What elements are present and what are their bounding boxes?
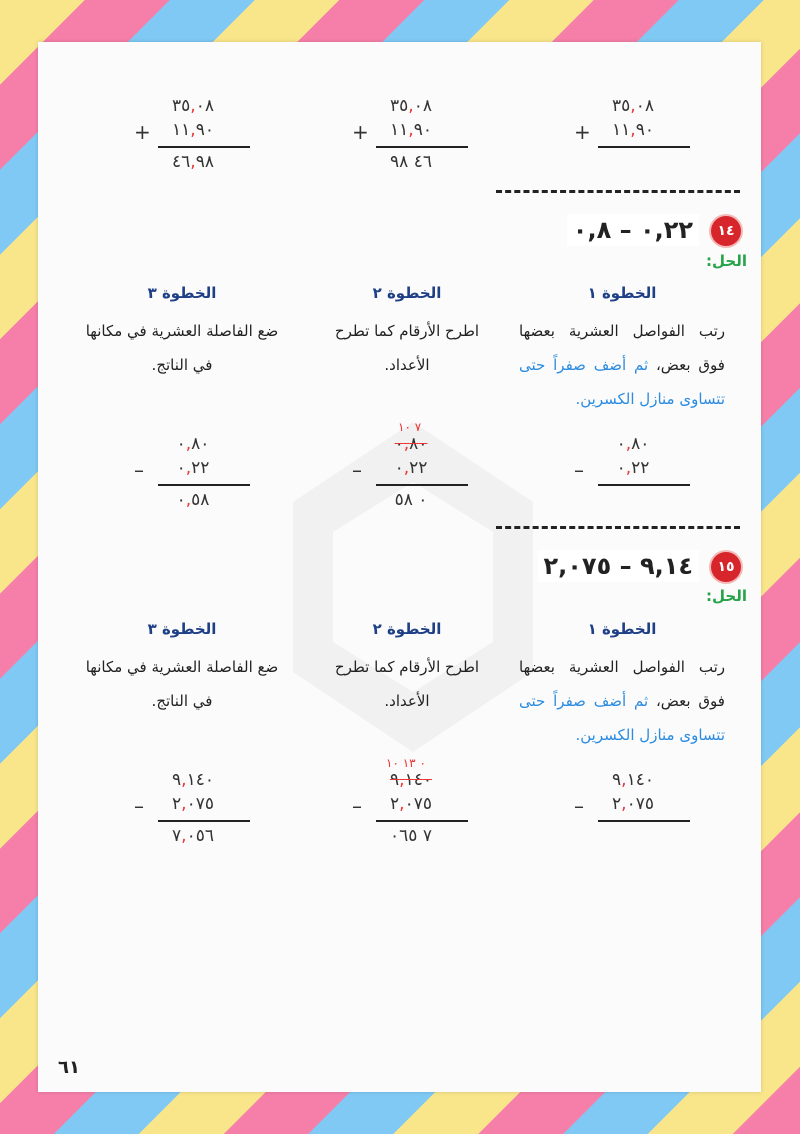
calc-operand-b: ٢,٠٧٥ [172, 794, 214, 814]
calc-step2 [352, 420, 466, 514]
step-text: ضع الفاصلة العشرية في مكانها في الناتج. [85, 658, 279, 710]
calc-operand-a: ٩,١٤٠ [612, 770, 654, 790]
step-column-1 [519, 282, 725, 416]
borrow-digits: ٠ ١٣ ١٠ [386, 756, 426, 770]
calc-rule [158, 484, 250, 486]
calc-operand-a: ٣٥,٠٨ [390, 96, 432, 116]
borrow-digits: ٧ ١٠ [398, 420, 422, 434]
problem-expression: ٠,٢٢ – ٠,٨ [567, 214, 699, 246]
step-title: الخطوة ٢ [372, 284, 442, 302]
step-text: اطرح الأرقام كما تطرح الأعداد. [334, 658, 480, 710]
step-text: ضع الفاصلة العشرية في مكانها في الناتج. [85, 322, 279, 374]
calc-operand-a: ٩,١٤٠ [172, 770, 214, 790]
step-column-2 [325, 282, 489, 382]
calc-result: ٠,٥٨ [176, 490, 210, 510]
calc-operand-a: ٠,٨٠ [176, 434, 210, 454]
step-text: اطرح الأرقام كما تطرح الأعداد. [334, 322, 480, 374]
calc-rule [376, 146, 468, 148]
plus-sign: + [574, 120, 594, 144]
solution-label: الحل: [706, 587, 747, 605]
calc-step1 [574, 434, 688, 490]
page-number: ٦١ [58, 1057, 80, 1078]
minus-sign: – [352, 794, 365, 818]
calc-rule [598, 484, 690, 486]
calc-rule [158, 820, 250, 822]
calc-rule [376, 820, 468, 822]
step-title: الخطوة ١ [587, 284, 657, 302]
calc-operand-a: ٠,٨٠ [394, 434, 428, 454]
step-column-3 [77, 282, 287, 382]
minus-sign: – [134, 794, 147, 818]
plus-sign: + [352, 120, 372, 144]
calc-operand-b: ٠,٢٢ [176, 458, 210, 478]
calc-operand-b: ٢,٠٧٥ [390, 794, 432, 814]
worksheet-page [38, 42, 761, 1092]
calc-step3 [134, 770, 248, 850]
calc-operand-a: ٣٥,٠٨ [612, 96, 654, 116]
minus-sign: – [574, 458, 587, 482]
calc-rule [376, 484, 468, 486]
top-calc-step3 [134, 96, 248, 176]
solution-label: الحل: [706, 252, 747, 270]
step-title: الخطوة ٢ [372, 620, 442, 638]
calc-operand-a: ٠,٨٠ [616, 434, 650, 454]
step-column-3 [77, 618, 287, 718]
calc-result: ٧ ٠٦٥ [390, 826, 432, 846]
calc-operand-b: ١١,٩٠ [390, 120, 432, 140]
step-text: رتب الفواصل العشرية بعضها فوق بعض، ثم أضف صفراً حتى تتساوى منازل الكسرين. [519, 658, 725, 744]
section-divider [496, 526, 740, 529]
step-text: رتب الفواصل العشرية بعضها فوق بعض، ثم أضف صفراً حتى تتساوى منازل الكسرين. [519, 322, 725, 408]
top-calc-step2 [352, 96, 466, 176]
calc-step3 [134, 434, 248, 514]
calc-operand-b: ١١,٩٠ [612, 120, 654, 140]
minus-sign: – [134, 458, 147, 482]
problem-expression: ٩,١٤ – ٢,٠٧٥ [538, 550, 700, 582]
step-title: الخطوة ٣ [147, 284, 217, 302]
problem-number-badge: ١٥ [711, 552, 741, 582]
step-title: الخطوة ١ [587, 620, 657, 638]
calc-operand-b: ١١,٩٠ [172, 120, 214, 140]
calc-rule [158, 146, 250, 148]
calc-rule [598, 820, 690, 822]
calc-result: ٤٦ ٩٨ [390, 152, 432, 172]
calc-operand-b: ٠,٢٢ [616, 458, 650, 478]
problem-number-badge: ١٤ [711, 216, 741, 246]
step-title: الخطوة ٣ [147, 620, 217, 638]
step-column-1 [519, 618, 725, 752]
calc-result: ٤٦,٩٨ [172, 152, 214, 172]
calc-operand-a: ٣٥,٠٨ [172, 96, 214, 116]
calc-step2 [352, 756, 466, 850]
calc-rule [598, 146, 690, 148]
top-calc-step1 [574, 96, 688, 152]
minus-sign: – [352, 458, 365, 482]
calc-result: ٠ ٥٨ [394, 490, 428, 510]
calc-operand-b: ٢,٠٧٥ [612, 794, 654, 814]
plus-sign: + [134, 120, 154, 144]
calc-step1 [574, 770, 688, 826]
minus-sign: – [574, 794, 587, 818]
calc-operand-a: ٩,١٤٠ [390, 770, 432, 790]
calc-result: ٧,٠٥٦ [172, 826, 214, 846]
section-divider [496, 190, 740, 193]
step-column-2 [325, 618, 489, 718]
calc-operand-b: ٠,٢٢ [394, 458, 428, 478]
